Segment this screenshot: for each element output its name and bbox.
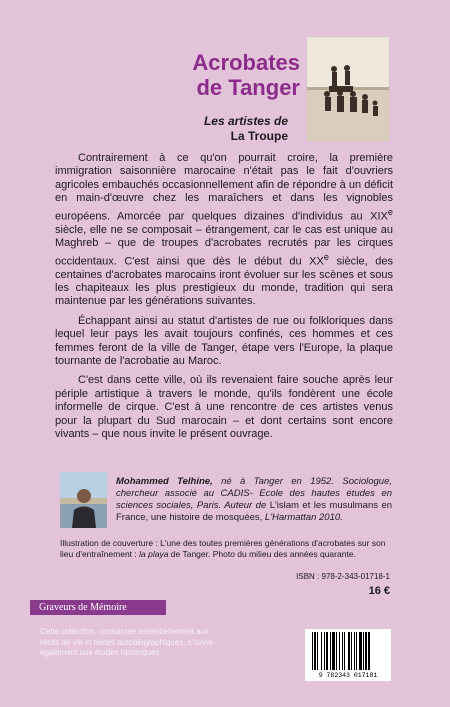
- cover-photo: [307, 37, 389, 141]
- barcode-bar: [348, 632, 350, 670]
- barcode-number: 9 782343 017181: [318, 672, 378, 679]
- collection-name: Graveurs de Mémoire: [39, 602, 127, 613]
- barcode-bar: [365, 632, 367, 670]
- collection-name-bar: [30, 600, 166, 615]
- author-name: Mohammed Telhine,: [116, 476, 213, 487]
- barcode-bar: [359, 632, 362, 670]
- book-subtitle: [150, 114, 288, 144]
- barcode-bar: [344, 632, 345, 670]
- barcode-bar: [326, 632, 328, 670]
- barcode-bar: [312, 632, 313, 670]
- collection-description: Cette collection, consacrée essentiellement aux récits de vie et textes autobiographiques, s'ouvre également aux études historiques.: [40, 627, 214, 657]
- barcode-bar: [354, 632, 355, 670]
- barcode-bar: [332, 632, 335, 670]
- book-title: [150, 50, 300, 100]
- barcode-bar: [336, 632, 337, 670]
- barcode-bar: [339, 632, 340, 670]
- barcode-bars: [312, 632, 384, 670]
- barcode-bar: [368, 632, 370, 670]
- cover-illustration-caption: Illustration de couverture : L'une des toutes premières générations d'acrobates sur son lieu d'entraînement : la playa de Tanger. Photo du milieu des années quarante.: [60, 538, 386, 559]
- barcode: [305, 629, 391, 681]
- barcode-bar: [330, 632, 331, 670]
- barcode-bar: [351, 632, 352, 670]
- paragraph-1: Contrairement à ce qu'on pourrait croire, la première immigration saisonnière marocaine n'était pas le fait d'ouvriers agricoles embauchés occasionnellement afin de répondre à un déficit en main-d'œuvre chez les maraîchers et dans les vignobles européens. Amorcée par quelques dizaines d'individus au XIXe siècle, elle ne se composait – étrangement, car le cas est unique au Maghreb – que de troupes d'acrobates recrutés par les cirques occidentaux. C'est ainsi que dès le début du XXe siècle, des centaines d'acrobates marocains iront évoluer sur les scènes et sous les chapiteaux les plus prestigieux du monde, tradition qui sera maintenue par les générations suivantes.: [55, 152, 393, 308]
- paragraph-3: C'est dans cette ville, où ils revenaient faire souche après leur périple artistique à travers le monde, qu'ils fondèrent une école informelle de cirque. C'est à une rencontre de ces artistes venus pour la plupart du Sud marocain – et dont certains sont encore vivants – que nous invite le présent ouvrage.: [55, 374, 393, 441]
- paragraph-2: Échappant ainsi au statut d'artistes de rue ou folkloriques dans lequel leur pays les avait toujours confinés, ces hommes et ces femmes feront de la ville de Tanger, étape vers l'Europe, la plaque tournante de l'acrobatie au Maroc.: [55, 314, 393, 367]
- barcode-bar: [314, 632, 316, 670]
- subtitle-line-1: Les artistes de: [203, 114, 288, 128]
- barcode-bar: [324, 632, 325, 670]
- author-bio: Mohammed Telhine, né à Tanger en 1952. Sociologue, chercheur associé au CADIS- Ecole des hautes études en sciences sociales, Paris. Auteur de L'islam et les musulmans en France, une histoire de mosquées, L'Harmattan 2010.: [116, 476, 393, 523]
- barcode-bar: [317, 632, 318, 670]
- title-line-1: Acrobates: [192, 50, 300, 75]
- back-cover-text: [55, 152, 393, 447]
- barcode-bar: [321, 632, 322, 670]
- barcode-bar: [342, 632, 343, 670]
- price: 16 €: [368, 585, 390, 597]
- barcode-bar: [356, 632, 357, 670]
- author-photo: [60, 472, 107, 528]
- isbn: ISBN : 978-2-343-01718-1: [296, 572, 390, 581]
- title-line-2: de Tanger: [196, 75, 300, 100]
- subtitle-line-2: La Troupe: [230, 129, 288, 143]
- barcode-bar: [363, 632, 364, 670]
